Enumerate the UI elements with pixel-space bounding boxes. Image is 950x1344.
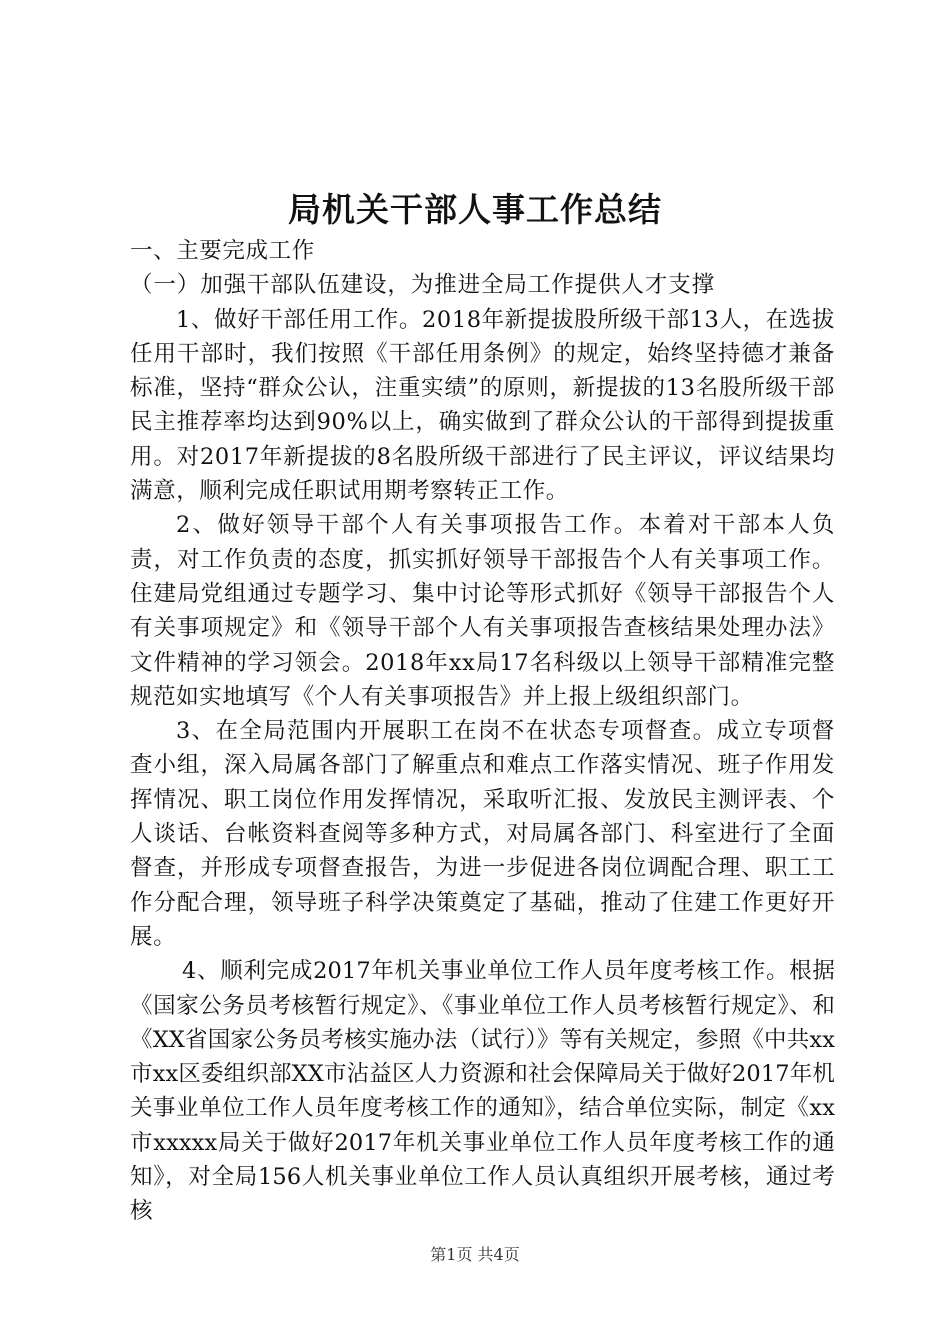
- page-footer: 第1页 共4页: [430, 1245, 520, 1264]
- paragraph-4: 4、顺利完成2017年机关事业单位工作人员年度考核工作。根据《国家公务员考核暂行规定》、《事业单位工作人员考核暂行规定》、和《XX省国家公务员考核实施办法（试行）》等有关规定，参照《中共xx市xx区委组织部XX市沾益区人力资源和社会保障局关于做好2017年机关事业单位工作人员年度考核工作的通知》，结合单位实际，制定《xx市xxxxx局关于做好2017年机关事业单位工作人员年度考核工作的通知》，对全局156人机关事业单位工作人员认真组织开展考核，通过考核: [130, 958, 835, 1225]
- paragraph-3: 3、在全局范围内开展职工在岗不在状态专项督查。成立专项督查小组，深入局属各部门了解重点和难点工作落实情况、班子作用发挥情况、职工岗位作用发挥情况，采取听汇报、发放民主测评表、个人谈话、台帐资料查阅等多种方式，对局属各部门、科室进行了全面督查，并形成专项督查报告，为进一步促进各岗位调配合理、职工工作分配合理，领导班子科学决策奠定了基础，推动了住建工作更好开展。: [130, 718, 835, 950]
- section-heading: 一、主要完成工作: [130, 238, 315, 264]
- document-title: 局机关干部人事工作总结: [288, 190, 662, 229]
- document-body: [130, 234, 835, 1229]
- paragraph-1: 1、做好干部任用工作。2018年新提拔股所级干部13人，在选拔任用干部时，我们按照《干部任用条例》的规定，始终坚持德才兼备标准，坚持“群众公认，注重实绩”的原则，新提拔的13名股所级干部民主推荐率均达到90%以上，确实做到了群众公认的干部得到提拔重用。对2017年新提拔的8名股所级干部进行了民主评议，评议结果均满意，顺利完成任职试用期考察转正工作。: [130, 306, 835, 505]
- subsection-heading: （一）加强干部队伍建设，为推进全局工作提供人才支撑: [130, 272, 716, 299]
- paragraph-2: 2、做好领导干部个人有关事项报告工作。本着对干部本人负责，对工作负责的态度，抓实抓好领导干部报告个人有关事项工作。住建局党组通过专题学习、集中讨论等形式抓好《领导干部报告个人有关事项规定》和《领导干部个人有关事项报告查核结果处理办法》文件精神的学习领会。2018年xx局17名科级以上领导干部精准完整规范如实地填写《个人有关事项报告》并上报上级组织部门。: [130, 512, 835, 710]
